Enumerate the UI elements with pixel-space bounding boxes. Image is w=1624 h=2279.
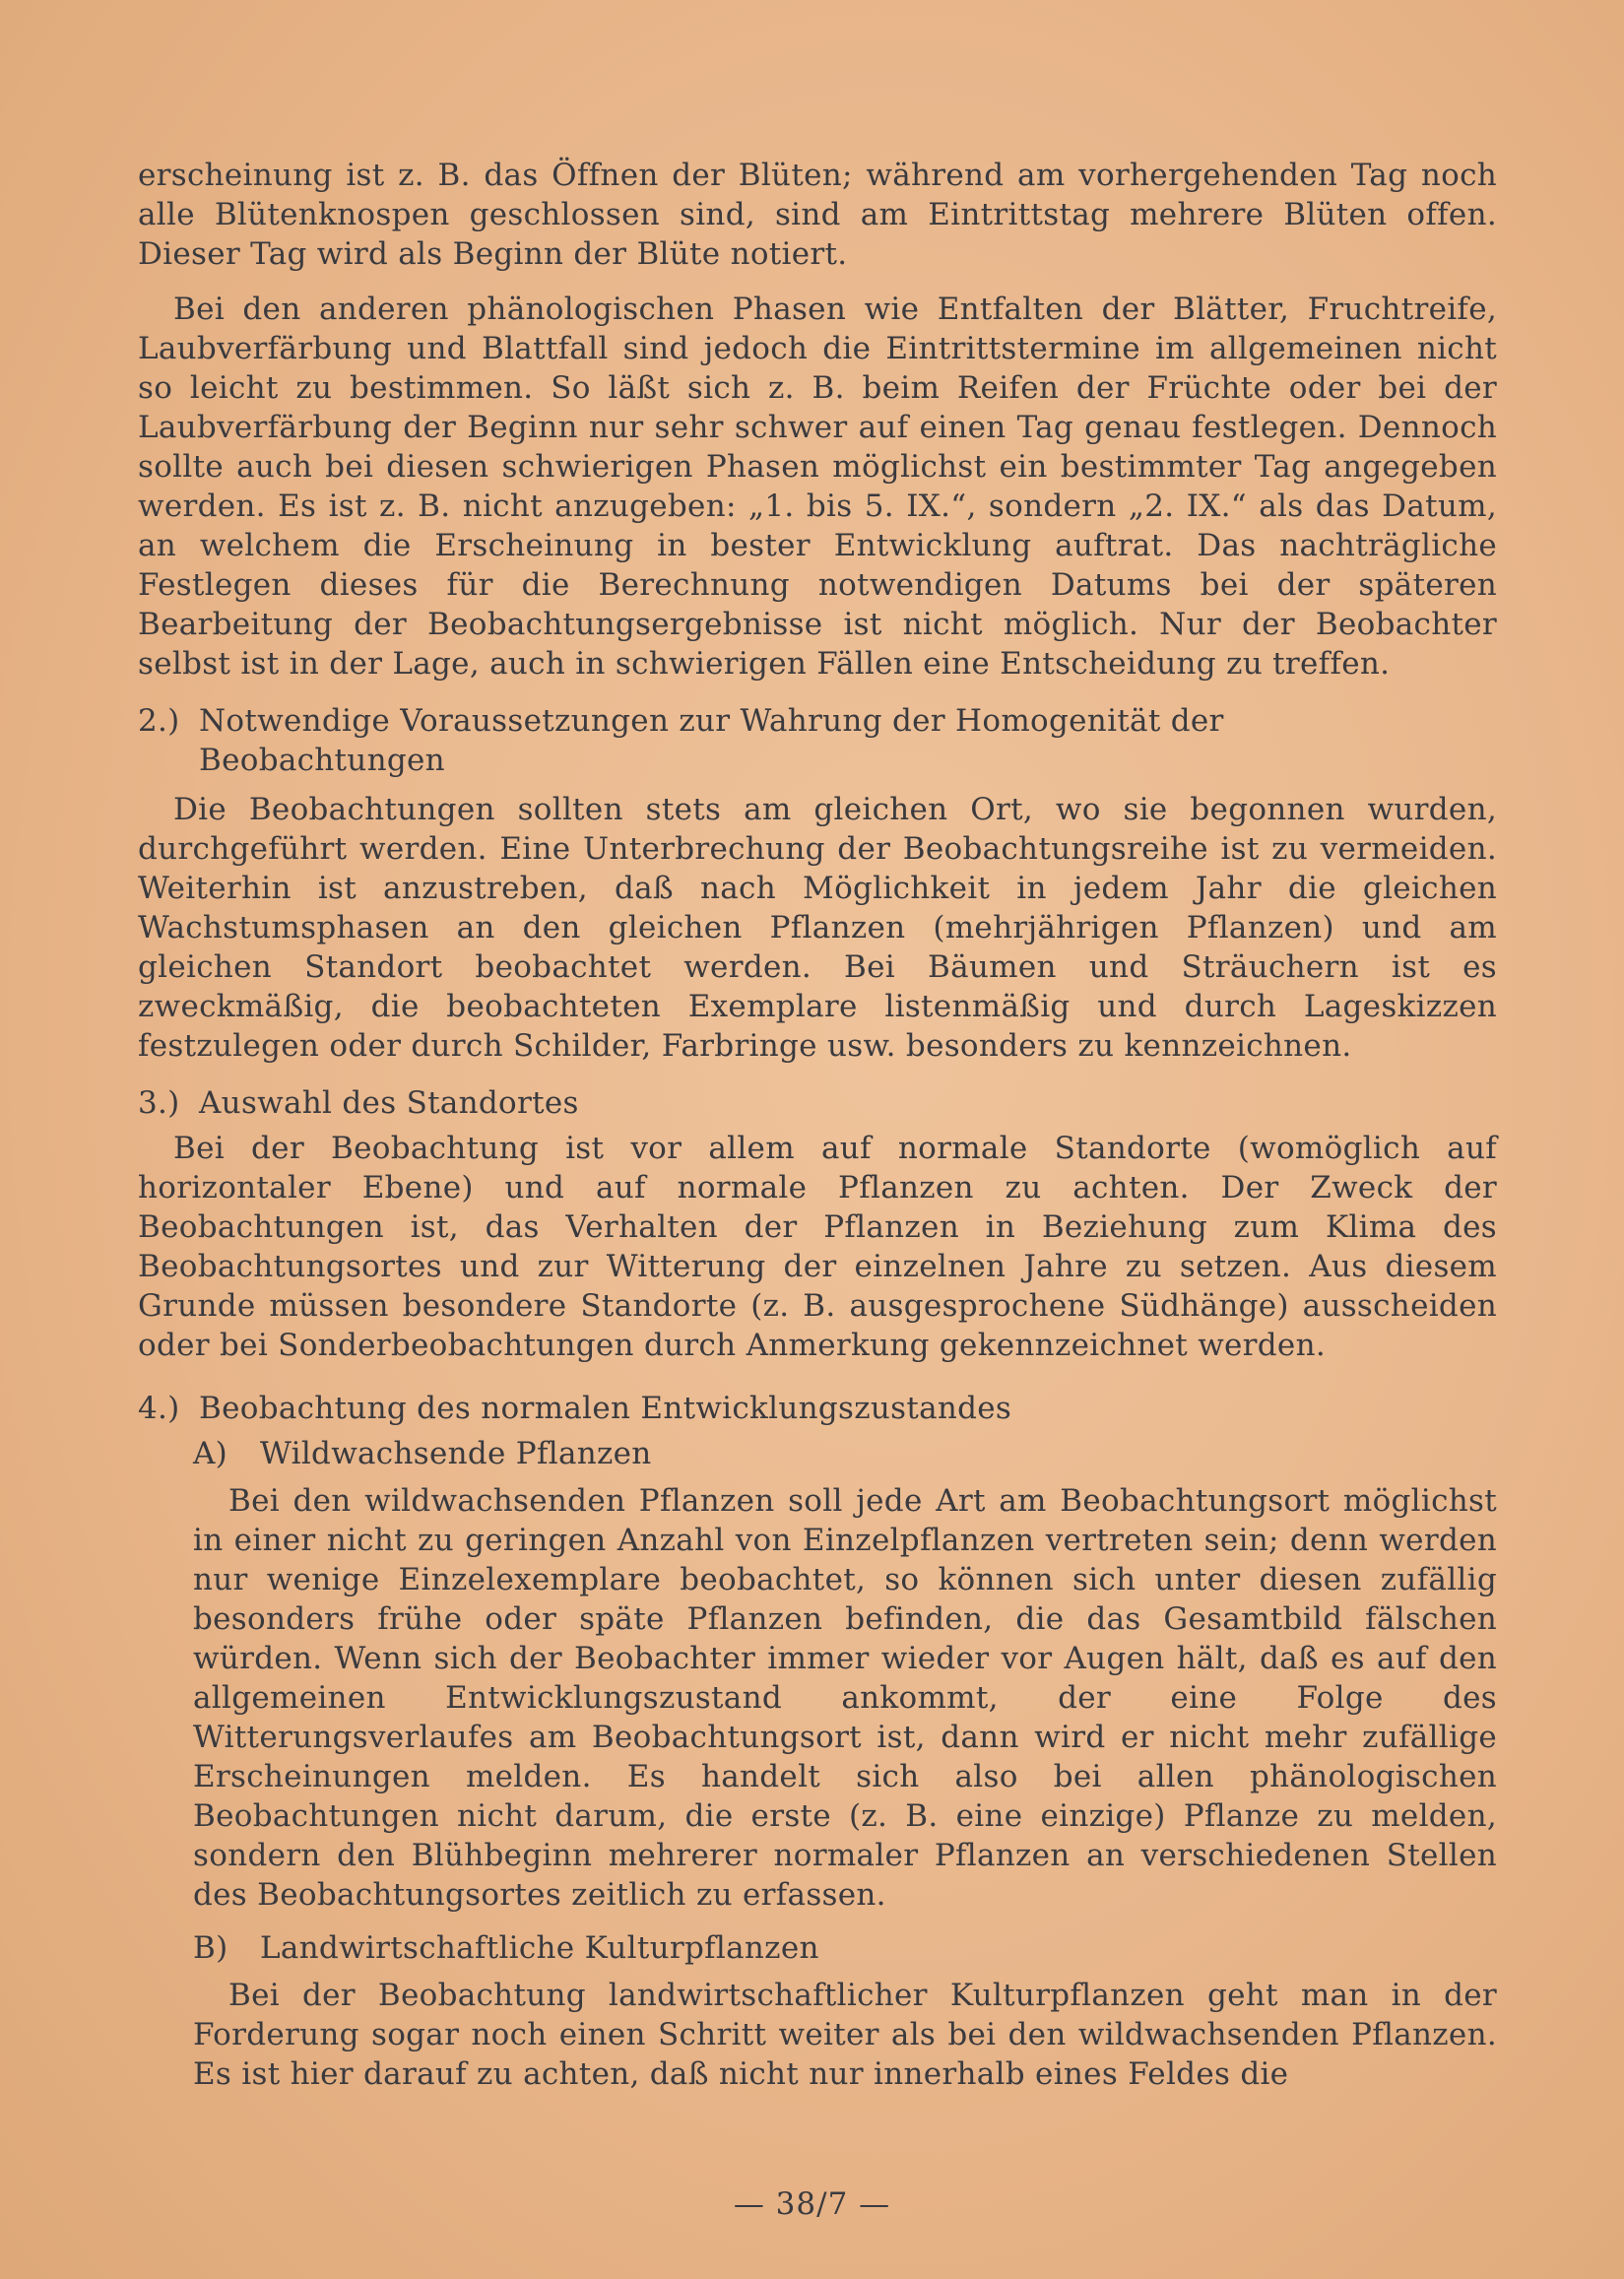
section-heading-2 [138, 701, 1497, 780]
page-number: — 38/7 — [733, 2186, 891, 2222]
section-heading-4 [138, 1389, 1497, 1428]
section-heading-3 [138, 1083, 1497, 1123]
subsection-title: Wildwachsende Pflanzen [260, 1436, 652, 1471]
paragraph-continuation: erscheinung ist z. B. das Öffnen der Blüten; während am vorhergehenden Tag noch alle Blütenknospen geschlossen sind, sind am Eintrittstag mehrere Blüten offen. Dieser Tag wird als Beginn der Blüte notiert. [138, 158, 1497, 272]
paragraph-phases: Bei den anderen phänologischen Phasen wie Entfalten der Blätter, Fruchtreife, Laubverfärbung und Blattfall sind jedoch die Eintrittstermine im allgemeinen nicht so leicht zu bestimmen. So läßt sich z. B. beim Reifen der Früchte oder bei der Laubverfärbung der Beginn nur sehr schwer auf einen Tag genau festlegen. Dennoch sollte auch bei diesen schwierigen Phasen möglichst ein bestimmter Tag angegeben werden. Es ist z. B. nicht anzugeben: „1. bis 5. IX.“, sondern „2. IX.“ als das Datum, an welchem die Erscheinung in bester Entwicklung auftrat. Das nachträgliche Festlegen dieses für die Berechnung notwendigen Datums bei der späteren Bearbeitung der Beobachtungsergebnisse ist nicht möglich. Nur der Beobachter selbst ist in der Lage, auch in schwierigen Fällen eine Entscheidung zu treffen. [138, 292, 1497, 682]
section-title: Notwendige Voraussetzungen zur Wahrung der Homogenität der Beobachtungen [199, 703, 1224, 778]
subsection-number: A) [193, 1436, 228, 1471]
subsection-b [193, 1928, 1497, 2094]
section-number: 4.) [138, 1391, 180, 1426]
document-page [138, 156, 1497, 2094]
section-number: 2.) [138, 703, 180, 739]
section-number: 3.) [138, 1085, 180, 1121]
section-title: Beobachtung des normalen Entwicklungszustandes [199, 1391, 1012, 1426]
section-body: Bei der Beobachtung ist vor allem auf normale Standorte (womöglich auf horizontaler Ebene) und auf normale Pflanzen zu achten. Der Zweck der Beobachtungen ist, das Verhalten der Pflanzen in Beziehung zum Klima des Beobachtungsortes und zur Witterung der einzelnen Jahre zu setzen. Aus diesem Grunde müssen besondere Standorte (z. B. ausgesprochene Südhänge) ausscheiden oder bei Sonderbeobachtungen durch Anmerkung gekennzeichnet werden. [138, 1131, 1497, 1363]
subsection-number: B) [193, 1930, 228, 1966]
subsection-heading [193, 1434, 1497, 1473]
subsection-title: Landwirtschaftliche Kulturpflanzen [260, 1930, 819, 1966]
subsection-body: Bei den wildwachsenden Pflanzen soll jede Art am Beobachtungsort möglichst in einer nicht zu geringen Anzahl von Einzelpflanzen vertreten sein; denn werden nur wenige Einzelexemplare beobachtet, so können sich unter diesen zufällig besonders frühe oder späte Pflanzen befinden, die das Gesamtbild fälschen würden. Wenn sich der Beobachter immer wieder vor Augen hält, daß es auf den allgemeinen Entwicklungszustand ankommt, der eine Folge des Witterungsverlaufes am Beobachtungsort ist, dann wird er nicht mehr zufällige Erscheinungen melden. Es handelt sich also bei allen phänologischen Beobachtungen nicht darum, die erste (z. B. eine einzige) Pflanze zu melden, sondern den Blühbeginn mehrerer normaler Pflanzen an verschiedenen Stellen des Beobachtungsortes zeitlich zu erfassen. [193, 1483, 1497, 1913]
section-title: Auswahl des Standortes [199, 1085, 579, 1121]
subsection-heading [193, 1928, 1497, 1968]
subsection-body: Bei der Beobachtung landwirtschaftlicher Kulturpflanzen geht man in der Forderung sogar noch einen Schritt weiter als bei den wildwachsenden Pflanzen. Es ist hier darauf zu achten, daß nicht nur innerhalb eines Feldes die [193, 1978, 1497, 2092]
section-body: Die Beobachtungen sollten stets am gleichen Ort, wo sie begonnen wurden, durchgeführt werden. Eine Unterbrechung der Beobachtungsreihe ist zu vermeiden. Weiterhin ist anzustreben, daß nach Möglichkeit in jedem Jahr die gleichen Wachstumsphasen an den gleichen Pflanzen (mehrjährigen Pflanzen) und am gleichen Standort beobachtet werden. Bei Bäumen und Sträuchern ist es zweckmäßig, die beobachteten Exemplare listenmäßig und durch Lageskizzen festzulegen oder durch Schilder, Farbringe usw. besonders zu kennzeichnen. [138, 792, 1497, 1064]
subsection-a [193, 1434, 1497, 1915]
